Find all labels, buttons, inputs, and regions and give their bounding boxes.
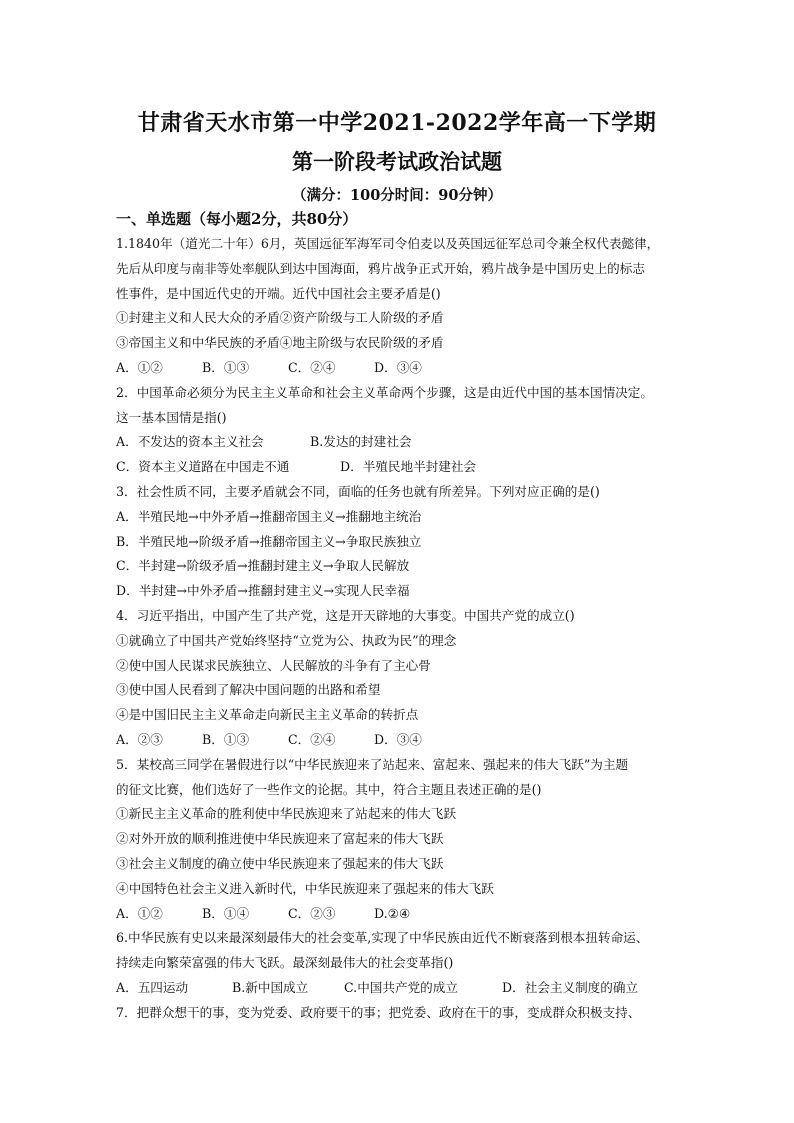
- statement: ②使中国人民谋求民族独立、人民解放的斗争有了主心骨: [116, 657, 431, 673]
- statement: ④中国特色社会主义进入新时代，中华民族迎来了强起来的伟大飞跃: [116, 880, 494, 896]
- option-b: B．①④: [202, 905, 250, 921]
- question-stem: 持续走向繁荣富强的伟大飞跃。最深刻最伟大的社会变革指(): [116, 955, 454, 971]
- question-stem: 先后从印度与南非等处率舰队到达中国海面，鸦片战争正式开始，鸦片战争是中国历史上的标志: [116, 260, 645, 276]
- answer-options: [116, 728, 682, 753]
- option-c: C．②④: [288, 359, 336, 375]
- question-stem: 7．把群众想干的事，变为党委、政府要干的事；把党委、政府在干的事，变成群众积极支持、: [116, 1004, 641, 1020]
- option-d: D.②④: [374, 905, 411, 921]
- option-d: D．③④: [374, 731, 422, 747]
- option-a: A．②③: [116, 731, 163, 747]
- option-a: A．半殖民地→中外矛盾→推翻帝国主义→推翻地主统治: [116, 508, 422, 524]
- question-2: [116, 381, 682, 480]
- answer-options: [116, 455, 682, 480]
- option-c: C．②③: [288, 905, 336, 921]
- option-d: D．半封建→中外矛盾→推翻封建主义→实现人民幸福: [116, 583, 410, 599]
- question-stem: 性事件，是中国近代史的开端。近代中国社会主要矛盾是(): [116, 285, 441, 301]
- statement: ③帝国主义和中华民族的矛盾④地主阶级与农民阶级的矛盾: [116, 335, 444, 351]
- option-c: C．②④: [288, 731, 336, 747]
- question-stem: 2．中国革命必须分为民主主义革命和社会主义革命两个步骤，这是由近代中国的基本国情决定。: [116, 384, 653, 400]
- statement: ②对外开放的顺利推进使中华民族迎来了富起来的伟大飞跃: [116, 831, 444, 847]
- option-b: B.发达的封建社会: [310, 434, 412, 450]
- answer-options: [116, 902, 682, 927]
- question-stem: 4．习近平指出，中国产生了共产党，这是开天辟地的大事变。中国共产党的成立(): [116, 607, 575, 623]
- question-list: [116, 232, 682, 1026]
- option-a: A．不发达的资本主义社会: [116, 434, 264, 450]
- statement: ③社会主义制度的确立使中华民族迎来了强起来的伟大飞跃: [116, 855, 444, 871]
- statement: ①就确立了中国共产党始终坚持“立党为公、执政为民”的理念: [116, 632, 457, 648]
- answer-options: [116, 430, 682, 455]
- question-3: [116, 480, 682, 604]
- question-5: [116, 753, 682, 927]
- question-stem: 1.1840年（道光二十年）6月，英国远征军海军司令伯麦以及英国远征军总司令兼全权代表懿律，: [116, 236, 660, 251]
- exam-title-line1: 甘肃省天水市第一中学2021-2022学年高一下学期: [137, 110, 657, 136]
- statement: ①封建主义和人民大众的矛盾②资产阶级与工人阶级的矛盾: [116, 310, 444, 326]
- option-b: B.新中国成立: [232, 979, 309, 995]
- question-stem: 3．社会性质不同，主要矛盾就会不同，面临的任务也就有所差异。下列对应正确的是(): [116, 483, 600, 499]
- question-4: [116, 604, 682, 753]
- statement: ④是中国旧民主主义革命走向新民主主义革命的转折点: [116, 707, 419, 723]
- section-heading: 一、单选题（每小题2分，共80分）: [116, 210, 358, 228]
- question-7: [116, 1001, 682, 1026]
- option-b: B．①③: [202, 359, 250, 375]
- question-stem: 的征文比赛，他们选好了一些作文的论据。其中，符合主题且表述正确的是(): [116, 781, 542, 797]
- question-stem: 5．某校高三同学在暑假进行以“中华民族迎来了站起来、富起来、强起来的伟大飞跃”为主题: [116, 756, 629, 772]
- option-b: B．半殖民地→阶级矛盾→推翻帝国主义→争取民族独立: [116, 533, 422, 549]
- option-c: C．资本主义道路在中国走不通: [116, 459, 290, 475]
- option-a: A．五四运动: [116, 979, 189, 995]
- question-6: [116, 926, 682, 1000]
- answer-options: [116, 356, 682, 381]
- answer-options: [116, 976, 682, 1001]
- exam-info: （满分：100分时间：90分钟）: [292, 187, 502, 204]
- option-c: C.中国共产党的成立: [344, 979, 458, 995]
- option-b: B．①③: [202, 731, 250, 747]
- question-stem: 6.中华民族有史以来最深刻最伟大的社会变革,实现了中华民族由近代不断衰落到根本扭转命运、: [116, 930, 649, 946]
- statement: ①新民主主义革命的胜利使中华民族迎来了站起来的伟大飞跃: [116, 806, 457, 822]
- exam-title-line2: 第一阶段考试政治试题: [292, 149, 502, 174]
- question-1: [116, 232, 682, 381]
- option-d: D．社会主义制度的确立: [502, 979, 639, 995]
- statement: ③使中国人民看到了解决中国问题的出路和希望: [116, 682, 381, 698]
- option-a: A．①②: [116, 359, 163, 375]
- option-c: C．半封建→阶级矛盾→推翻封建主义→争取人民解放: [116, 558, 410, 574]
- option-d: D．半殖民地半封建社会: [340, 459, 477, 475]
- option-d: D．③④: [374, 359, 422, 375]
- question-stem: 这一基本国情是指(): [116, 409, 227, 425]
- option-a: A．①②: [116, 905, 163, 921]
